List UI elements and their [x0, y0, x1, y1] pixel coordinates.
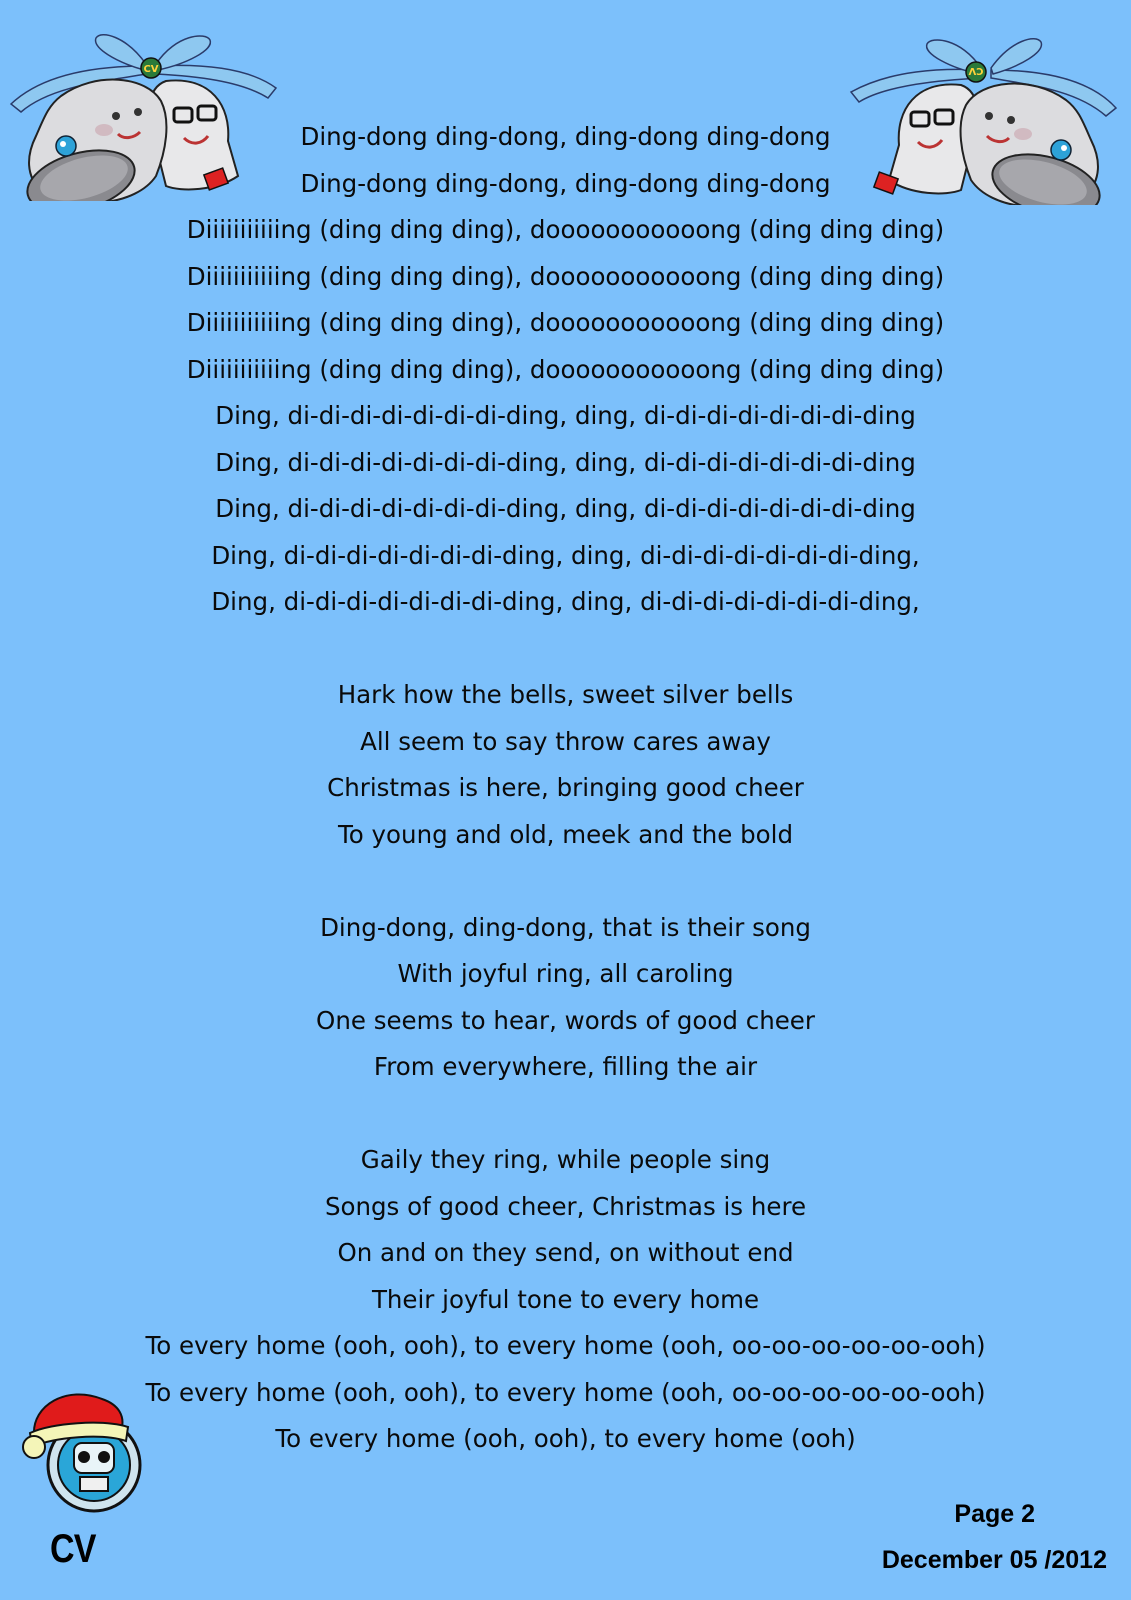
lyrics: [0, 114, 1131, 1509]
svg-text:CV: CV: [143, 64, 159, 75]
lyric-line: To every home (ooh, ooh), to every home (ooh, oo-oo-oo-oo-oo-ooh): [145, 1331, 986, 1360]
santa-hat-mascot-icon: [22, 1385, 147, 1519]
svg-text:CV: CV: [968, 65, 984, 76]
lyric-line: With joyful ring, all caroling: [397, 959, 734, 988]
lyric-line: Their joyful tone to every home: [371, 1284, 760, 1314]
lyric-line: Diiiiiiiiiiing (ding ding ding), dooooooooooong (ding ding ding): [186, 215, 945, 244]
lyric-line: Diiiiiiiiiiing (ding ding ding), dooooooooooong (ding ding ding): [186, 354, 945, 384]
page-date: December 05 /2012: [881, 1546, 1107, 1574]
lyric-line: Ding-dong ding-dong, ding-dong ding-dong: [300, 168, 831, 198]
lyric-line: Ding, di-di-di-di-di-di-di-ding, ding, di-di-di-di-di-di-di-ding,: [211, 587, 920, 616]
lyric-line: Ding, di-di-di-di-di-di-di-ding, ding, di-di-di-di-di-di-di-ding: [215, 447, 916, 477]
lyric-line: Ding, di-di-di-di-di-di-di-ding, ding, di-di-di-di-di-di-di-ding: [215, 494, 916, 523]
verse-1: [0, 672, 1131, 858]
verse-2: [0, 905, 1131, 1091]
lyric-line: Ding-dong, ding-dong, that is their song: [320, 912, 811, 942]
lyric-line: One seems to hear, words of good cheer: [316, 1005, 815, 1035]
cv-logo: CV: [50, 1527, 96, 1571]
lyric-line: All seem to say throw cares away: [360, 726, 771, 756]
lyric-line: Songs of good cheer, Christmas is here: [324, 1191, 807, 1221]
lyric-line: From everywhere, filling the air: [373, 1052, 758, 1081]
page-number: Page 2: [954, 1500, 1035, 1528]
lyric-line: To young and old, meek and the bold: [337, 819, 794, 849]
lyric-line: Ding-dong ding-dong, ding-dong ding-dong: [300, 122, 831, 151]
lyric-line: To every home (ooh, ooh), to every home (ooh): [275, 1424, 856, 1453]
lyric-line: Ding, di-di-di-di-di-di-di-ding, ding, di-di-di-di-di-di-di-ding: [215, 401, 916, 430]
lyric-line: To every home (ooh, ooh), to every home (ooh, oo-oo-oo-oo-oo-ooh): [145, 1377, 986, 1407]
lyric-line: Hark how the bells, sweet silver bells: [337, 680, 794, 709]
lyric-line: On and on they send, on without end: [337, 1238, 794, 1267]
lyric-line: Diiiiiiiiiiing (ding ding ding), dooooooooooong (ding ding ding): [186, 308, 945, 337]
verse-3: [0, 1137, 1131, 1463]
lyric-line: Christmas is here, bringing good cheer: [327, 773, 804, 802]
lyric-line: Ding, di-di-di-di-di-di-di-ding, ding, di-di-di-di-di-di-di-ding,: [211, 540, 920, 570]
lyric-line: Gaily they ring, while people sing: [360, 1145, 771, 1174]
lyric-line: Diiiiiiiiiiing (ding ding ding), dooooooooooong (ding ding ding): [186, 261, 945, 291]
verse-intro: [0, 114, 1131, 626]
